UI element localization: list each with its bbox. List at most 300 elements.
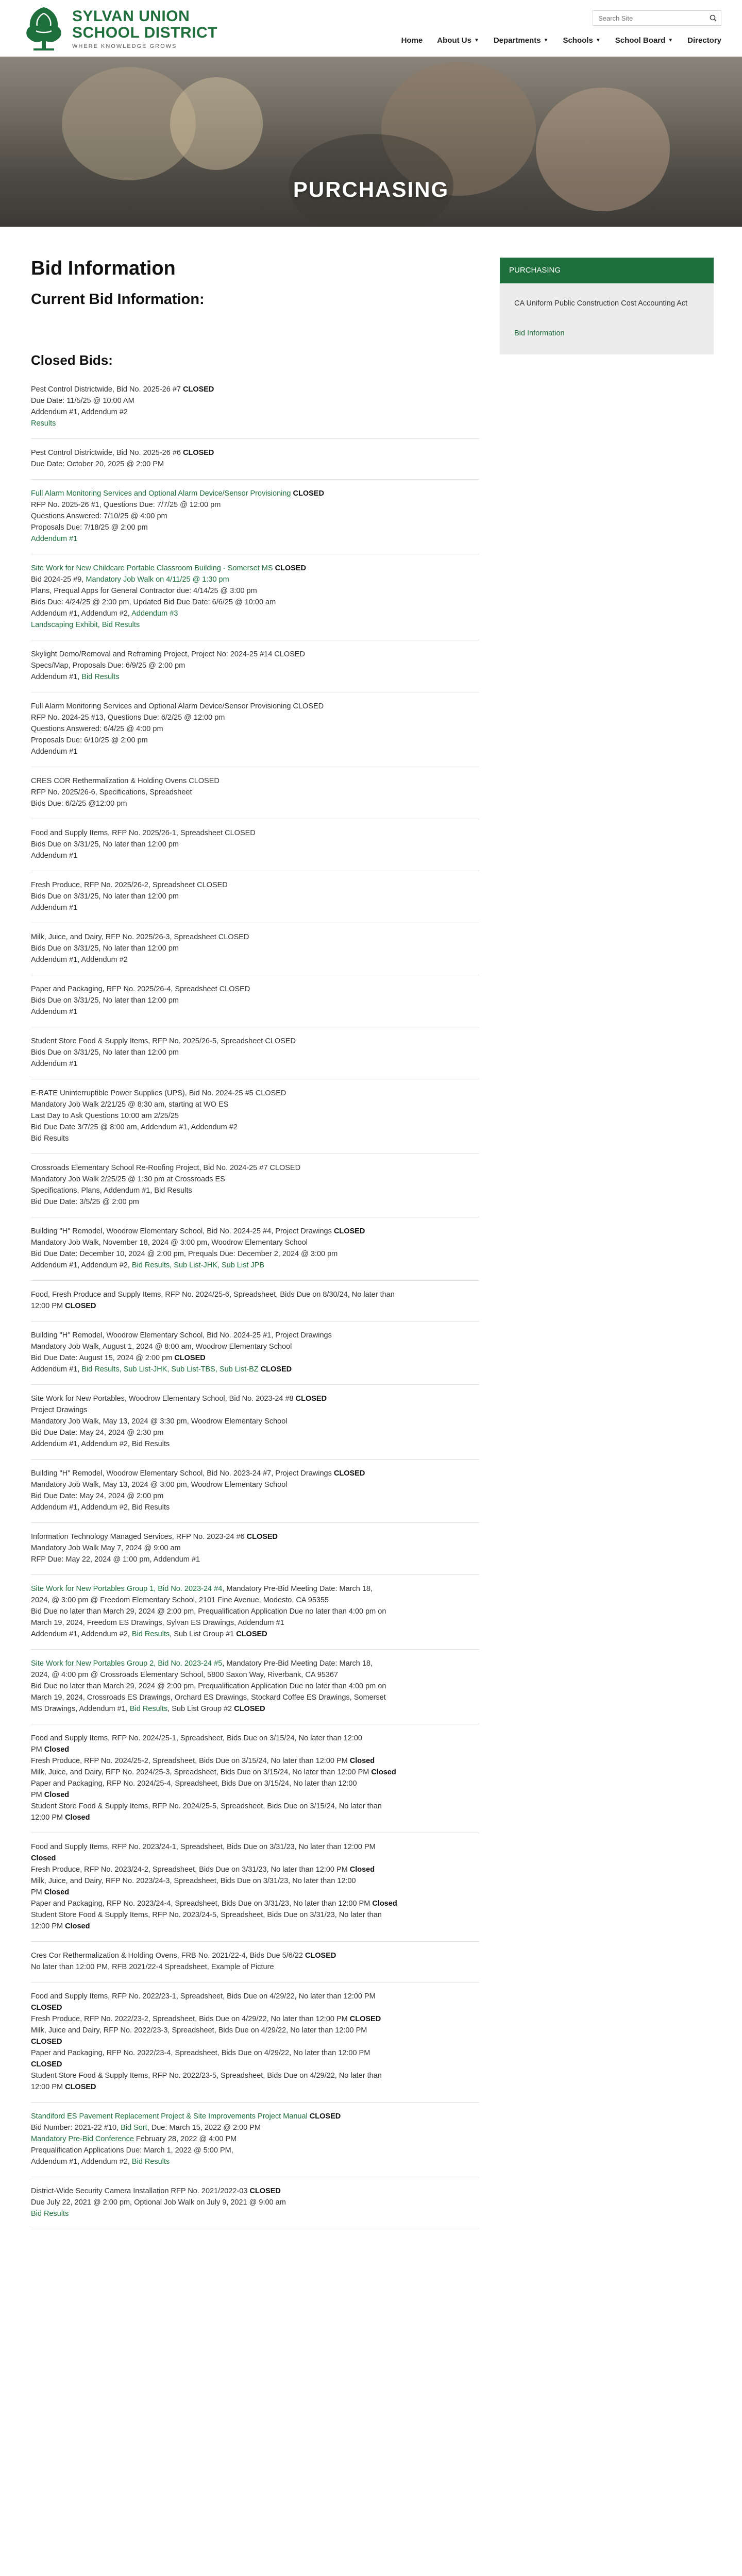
bid-entry (31, 1942, 479, 1982)
bid-text: Bid 2024-25 #9, (31, 575, 86, 584)
current-bids-heading: Current Bid Information: (31, 291, 205, 308)
bid-line (31, 1669, 479, 1681)
nav-label: About Us (437, 36, 471, 45)
bid-text: CRES COR Rethermalization & Holding Ovens CLOSED (31, 777, 220, 785)
bid-text: Bid Results (31, 1134, 69, 1143)
bid-text: Mandatory Job Walk 2/25/25 @ 1:30 pm at Crossroads ES (31, 1175, 225, 1183)
bid-line (31, 712, 479, 723)
nav-school-board[interactable] (615, 36, 673, 45)
bid-entry (31, 640, 479, 692)
bid-line (31, 879, 479, 891)
closed-bids-heading: Closed Bids: (31, 352, 113, 368)
bid-text: Proposals Due: 7/18/25 @ 2:00 pm (31, 523, 148, 532)
bid-status: Closed (65, 1922, 90, 1930)
bid-line (31, 1364, 479, 1375)
bid-text: Paper and Packaging, RFP No. 2023/24-4, Spreadsheet, Bids Due on 3/31/23, No later than 12:00 PM (31, 1900, 373, 1908)
bid-line (31, 511, 479, 522)
bid-line (31, 563, 479, 574)
bid-text: Bids Due: 4/24/25 @ 2:00 pm, Updated Bid Due Date: 6/6/25 @ 10:00 am (31, 598, 276, 606)
bid-entry (31, 1724, 479, 1833)
bid-status: Closed (349, 1866, 375, 1874)
bid-text: Milk, Juice, and Dairy, RFP No. 2025/26-3, Spreadsheet CLOSED (31, 933, 249, 941)
bid-text: Fresh Produce, RFP No. 2025/26-2, Spreadsheet CLOSED (31, 881, 228, 889)
bid-text: Specs/Map, Proposals Due: 6/9/25 @ 2:00 pm (31, 662, 185, 670)
bid-line (31, 1226, 479, 1237)
bid-text: Mandatory Job Walk, May 13, 2024 @ 3:00 pm, Woodrow Elementary School (31, 1481, 288, 1489)
bid-link[interactable]: Site Work for New Portables Group 1, Bid No. 2023-24 #4 (31, 1585, 223, 1593)
bid-status: CLOSED (305, 1952, 336, 1960)
bid-text: Addendum #1 (31, 748, 78, 756)
nav-label: Directory (687, 36, 721, 45)
bid-line (31, 1531, 479, 1543)
bid-line (31, 1352, 479, 1364)
bid-list (31, 376, 479, 2229)
bid-text: Student Store Food & Supply Items, RFP No. 2023/24-5, Spreadsheet, Bids Due on 3/31/23, No later than (31, 1911, 382, 1919)
bid-entry (31, 2177, 479, 2229)
bid-text: Addendum #1, Addendum #2 (31, 956, 128, 964)
bid-text: Fresh Produce, RFP No. 2023/24-2, Spreadsheet, Bids Due on 3/31/23, No later than 12:00 PM (31, 1866, 350, 1874)
bid-entry (31, 439, 479, 480)
bid-line (31, 839, 479, 850)
bid-link[interactable]: Site Work for New Childcare Portable Classroom Building - Somerset MS (31, 564, 275, 572)
bid-status: CLOSED (258, 1365, 292, 1374)
bid-text: Addendum #1, (31, 673, 82, 681)
bid-text: Bid Due Date: August 15, 2024 @ 2:00 pm (31, 1354, 175, 1362)
bid-status: Closed (31, 1854, 56, 1862)
bid-line (31, 787, 479, 798)
bid-text: , Sub List Group #2 (167, 1705, 234, 1713)
main-column (31, 258, 479, 2229)
main-nav (401, 36, 721, 45)
bid-entry (31, 1321, 479, 1385)
bid-text: Bid Due Date: May 24, 2024 @ 2:00 pm (31, 1492, 164, 1500)
bid-line (31, 395, 479, 406)
bid-text: Addendum #1, Addendum #2, Bid Results (31, 1503, 170, 1512)
bid-text: Questions Answered: 7/10/25 @ 4:00 pm (31, 512, 167, 520)
bid-link[interactable]: Site Work for New Portables Group 2, Bid No. 2023-24 #5 (31, 1659, 223, 1668)
bid-line (31, 1703, 479, 1715)
nav-about-us[interactable] (437, 36, 479, 45)
bid-entry (31, 1460, 479, 1523)
bid-line (31, 1248, 479, 1260)
nav-home[interactable] (401, 36, 423, 45)
nav-label: Home (401, 36, 423, 45)
bid-text: Project Drawings (31, 1406, 88, 1414)
bid-line (31, 1875, 479, 1887)
bid-text: Last Day to Ask Questions 10:00 am 2/25/25 (31, 1112, 179, 1120)
search-box (593, 10, 721, 26)
bid-text: Bids Due on 3/31/25, No later than 12:00 pm (31, 840, 179, 849)
bid-status: CLOSED (31, 2004, 62, 2012)
bid-line (31, 746, 479, 757)
bid-line (31, 522, 479, 533)
search-input[interactable] (593, 11, 705, 25)
bid-text: Pest Control Districtwide, Bid No. 2025-26 #6 (31, 449, 183, 457)
bid-text: RFP No. 2025-26 #1, Questions Due: 7/7/25 @ 12:00 pm (31, 501, 221, 509)
chevron-down-icon: ▼ (474, 38, 479, 43)
bid-status: CLOSED (333, 1227, 365, 1235)
nav-directory[interactable] (687, 36, 721, 45)
bid-line (31, 1991, 479, 2002)
bid-text: 2024, @ 3:00 pm @ Freedom Elementary School, 2101 Fine Avenue, Modesto, CA 95355 (31, 1596, 329, 1604)
bid-entry (31, 1217, 479, 1281)
bid-text: Food and Supply Items, RFP No. 2023/24-1, Spreadsheet, Bids Due on 3/31/23, No later than 12:00 PM (31, 1843, 376, 1851)
bid-text: Building "H" Remodel, Woodrow Elementary School, Bid No. 2024-25 #4, Project Drawings (31, 1227, 334, 1235)
bid-text: Mandatory Job Walk 2/21/25 @ 8:30 am, starting at WO ES (31, 1100, 229, 1109)
bid-line (31, 671, 479, 683)
bid-link[interactable]: Bid Results (129, 1705, 168, 1713)
bid-text: March 19, 2024, Freedom ES Drawings, Sylvan ES Drawings, Addendum #1 (31, 1619, 284, 1627)
bid-text: Site Work for New Portables, Woodrow Elementary School, Bid No. 2023-24 #8 (31, 1395, 296, 1403)
bid-text: 12:00 PM (31, 1302, 65, 1310)
bid-line (31, 1812, 479, 1823)
bid-text: MS Drawings, Addendum #1, (31, 1705, 130, 1713)
bid-text: Milk, Juice, and Dairy, RFP No. 2023/24-3, Spreadsheet, Bids Due on 3/31/23, No later than 12:00 (31, 1877, 356, 1885)
bid-link[interactable]: Bid Results (131, 2158, 170, 2166)
bid-line (31, 2185, 479, 2197)
bid-line (31, 775, 479, 787)
bid-line (31, 1801, 479, 1812)
bid-line (31, 1733, 479, 1744)
bid-text: Bid Due no later than March 29, 2024 @ 2:00 pm, Prequalification Application Due no later than 4:00 pm on (31, 1682, 386, 1690)
bid-link[interactable]: Mandatory Job Walk on 4/11/25 @ 1:30 pm (86, 575, 229, 584)
bid-text: Building "H" Remodel, Woodrow Elementary School, Bid No. 2024-25 #1, Project Drawings (31, 1331, 332, 1340)
bid-link[interactable]: Bid Results (31, 2210, 69, 2218)
bid-line (31, 995, 479, 1006)
bid-text: Crossroads Elementary School Re-Roofing Project, Bid No. 2024-25 #7 CLOSED (31, 1164, 301, 1172)
bid-text: Addendum #1 (31, 1060, 78, 1068)
bid-status: CLOSED (333, 1469, 365, 1478)
bid-text: E-RATE Uninterruptible Power Supplies (UPS), Bid No. 2024-25 #5 CLOSED (31, 1089, 286, 1097)
chevron-down-icon: ▼ (668, 38, 673, 43)
nav-label: Departments (493, 36, 541, 45)
bid-text: PM (31, 1888, 44, 1896)
bid-text: 2024, @ 4:00 pm @ Crossroads Elementary School, 5800 Saxon Way, Riverbank, CA 95367 (31, 1671, 339, 1679)
bid-line (31, 2122, 479, 2133)
bid-line (31, 418, 479, 429)
bid-link[interactable]: Full Alarm Monitoring Services and Optional Alarm Device/Sensor Provisioning (31, 489, 293, 498)
bid-text: Mandatory Job Walk May 7, 2024 @ 9:00 am (31, 1544, 181, 1552)
bid-entry (31, 1982, 479, 2103)
bid-text: Bid Due Date: May 24, 2024 @ 2:30 pm (31, 1429, 164, 1437)
bid-entry (31, 767, 479, 819)
bid-line (31, 1099, 479, 1110)
bid-line (31, 2059, 479, 2070)
bid-link[interactable]: Bid Results, Sub List-JHK, Sub List JPB (131, 1261, 264, 1269)
bid-text: Plans, Prequal Apps for General Contractor due: 4/14/25 @ 3:00 pm (31, 587, 257, 595)
bid-line (31, 1595, 479, 1606)
bid-status: Closed (44, 1888, 70, 1896)
bid-status: CLOSED (246, 1533, 278, 1541)
bid-text: Student Store Food & Supply Items, RFP No. 2022/23-5, Spreadsheet, Bids Due on 4/29/22, No later than (31, 2072, 382, 2080)
bid-text: Addendum #1, Addendum #2, (31, 1630, 132, 1638)
bid-text: Addendum #1, (31, 1365, 82, 1374)
bid-link[interactable]: Results (31, 419, 56, 428)
bid-line (31, 1404, 479, 1416)
bid-line (31, 1036, 479, 1047)
bid-text: Mandatory Job Walk, May 13, 2024 @ 3:30 pm, Woodrow Elementary School (31, 1417, 288, 1426)
bid-line (31, 1162, 479, 1174)
bid-line (31, 2047, 479, 2059)
bid-text: Specifications, Plans, Addendum #1, Bid Results (31, 1187, 192, 1195)
nav-label: School Board (615, 36, 666, 45)
bid-link[interactable]: Bid Results (81, 673, 120, 681)
bid-line (31, 954, 479, 965)
bid-text: Bids Due on 3/31/25, No later than 12:00 pm (31, 944, 179, 953)
bid-status: CLOSED (174, 1354, 206, 1362)
bid-status: CLOSED (349, 2015, 381, 2023)
bid-text: Questions Answered: 6/4/25 @ 4:00 pm (31, 725, 163, 733)
hero-photo-shape (170, 77, 263, 170)
bid-entry (31, 1833, 479, 1942)
bid-text: Bids Due on 3/31/25, No later than 12:00 pm (31, 996, 179, 1005)
bid-status: Closed (372, 1900, 397, 1908)
sidebar-link-cost-accounting[interactable]: CA Uniform Public Construction Cost Accounting Act (514, 299, 688, 308)
bid-line (31, 1416, 479, 1427)
bid-text: PM (31, 1745, 44, 1754)
nav-label: Schools (563, 36, 593, 45)
bid-text: Addendum #1 (31, 1008, 78, 1016)
bid-line (31, 1606, 479, 1617)
bid-line (31, 902, 479, 913)
bid-entry (31, 1650, 479, 1724)
bid-text: Addendum #1 (31, 852, 78, 860)
bid-text: Pest Control Districtwide, Bid No. 2025-26 #7 (31, 385, 183, 394)
bid-entry (31, 1027, 479, 1079)
bid-status: CLOSED (309, 2112, 341, 2121)
bid-line (31, 1853, 479, 1864)
bid-text: 12:00 PM (31, 1814, 65, 1822)
bid-line (31, 1260, 479, 1271)
bid-status: CLOSED (275, 564, 306, 572)
bid-line (31, 1909, 479, 1921)
bid-link[interactable]: Addendum #1 (31, 535, 78, 543)
bid-text: Proposals Due: 6/10/25 @ 2:00 pm (31, 736, 148, 744)
bid-link[interactable]: Addendum #3 (131, 609, 178, 618)
nav-departments[interactable] (494, 36, 549, 45)
bid-text: February 28, 2022 @ 4:00 PM (133, 2135, 237, 2143)
bid-entry (31, 480, 479, 554)
bid-line (31, 1789, 479, 1801)
bid-line (31, 597, 479, 608)
bid-line (31, 2025, 479, 2036)
bid-status: CLOSED (31, 2060, 62, 2069)
bid-text: Bids Due on 3/31/25, No later than 12:00 pm (31, 892, 179, 901)
bid-link[interactable]: Standiford ES Pavement Replacement Project & Site Improvements Project Manual (31, 2112, 310, 2121)
sidebar-links (500, 283, 714, 354)
bid-text: Addendum #1, Addendum #2 (31, 408, 128, 416)
bid-entry (31, 1385, 479, 1460)
bid-text: , Sub List Group #1 (170, 1630, 237, 1638)
bid-line (31, 1864, 479, 1875)
bid-line (31, 1185, 479, 1196)
bid-status: Closed (65, 1814, 90, 1822)
bid-status: CLOSED (182, 449, 214, 457)
bid-line (31, 574, 479, 585)
bid-line (31, 2145, 479, 2156)
bid-text: RFP No. 2024-25 #13, Questions Due: 6/2/25 @ 12:00 pm (31, 714, 225, 722)
bid-entry (31, 871, 479, 923)
bid-text: RFP Due: May 22, 2024 @ 1:00 pm, Addendum #1 (31, 1555, 200, 1564)
bid-line (31, 1887, 479, 1898)
bid-text: Student Store Food & Supply Items, RFP No. 2024/25-5, Spreadsheet, Bids Due on 3/15/24, No later than (31, 1802, 382, 1810)
bid-text: Food and Supply Items, RFP No. 2022/23-1, Spreadsheet, Bids Due on 4/29/22, No later than 12:00 PM (31, 1992, 376, 2001)
bid-line (31, 1744, 479, 1755)
bid-status: CLOSED (65, 2083, 96, 2091)
bid-entry (31, 1281, 479, 1321)
page-title: Bid Information (31, 258, 176, 279)
bid-text: RFP No. 2025/26-6, Specifications, Spreadsheet (31, 788, 192, 796)
bid-entry (31, 819, 479, 871)
bid-text: Milk, Juice and Dairy, RFP No. 2022/23-3, Spreadsheet, Bids Due on 4/29/22, No later than 12:00 PM (31, 2026, 367, 2035)
bid-status: CLOSED (31, 2038, 62, 2046)
bid-line (31, 1543, 479, 1554)
bid-entry (31, 376, 479, 439)
bid-line (31, 1289, 479, 1300)
bid-text: Full Alarm Monitoring Services and Optional Alarm Device/Sensor Provisioning CLOSED (31, 702, 324, 710)
nav-schools[interactable] (563, 36, 600, 45)
hero-banner (0, 57, 742, 227)
bid-text: PM (31, 1791, 44, 1799)
bid-status: CLOSED (65, 1302, 96, 1310)
bid-line (31, 1767, 479, 1778)
bid-line (31, 1438, 479, 1450)
bid-link[interactable]: Bid Sort (121, 2124, 147, 2132)
bid-link[interactable]: Landscaping Exhibit, Bid Results (31, 621, 140, 629)
bid-text: , Mandatory Pre-Bid Meeting Date: March 18, (222, 1585, 373, 1593)
bid-text: Skylight Demo/Removal and Reframing Project, Project No: 2024-25 #14 CLOSED (31, 650, 305, 658)
bid-status: Closed (371, 1768, 396, 1776)
bid-text: Bids Due: 6/2/25 @12:00 pm (31, 800, 127, 808)
bid-text: , Mandatory Pre-Bid Meeting Date: March 18, (222, 1659, 373, 1668)
bid-text: Due July 22, 2021 @ 2:00 pm, Optional Job Walk on July 9, 2021 @ 9:00 am (31, 2198, 286, 2207)
bid-line (31, 406, 479, 418)
bid-entry (31, 975, 479, 1027)
bid-line (31, 735, 479, 746)
bid-line (31, 660, 479, 671)
bid-line (31, 2070, 479, 2081)
bid-line (31, 1898, 479, 1909)
search-icon[interactable] (705, 11, 721, 25)
bid-status: CLOSED (234, 1705, 265, 1713)
tree-logo-icon (21, 4, 67, 53)
sidebar (500, 258, 714, 354)
bid-line (31, 1393, 479, 1404)
bid-line (31, 2081, 479, 2093)
bid-line (31, 1841, 479, 1853)
bid-line (31, 1778, 479, 1789)
bid-status: Closed (349, 1757, 375, 1765)
bid-text: Addendum #1, Addendum #2, (31, 1261, 132, 1269)
bid-text: Due Date: October 20, 2025 @ 2:00 PM (31, 460, 164, 468)
bid-line (31, 1755, 479, 1767)
bid-entry (31, 1523, 479, 1575)
bid-text: Paper and Packaging, RFP No. 2025/26-4, Spreadsheet CLOSED (31, 985, 250, 993)
bid-text: Fresh Produce, RFP No. 2022/23-2, Spreadsheet, Bids Due on 4/29/22, No later than 12:00 PM (31, 2015, 350, 2023)
bid-line (31, 1174, 479, 1185)
bid-link[interactable]: Mandatory Pre-Bid Conference (31, 2135, 134, 2143)
bid-line (31, 585, 479, 597)
bid-line (31, 1961, 479, 1973)
bid-line (31, 1427, 479, 1438)
bid-line (31, 2197, 479, 2208)
bid-text: Addendum #1, Addendum #2, Bid Results (31, 1440, 170, 1448)
bid-line (31, 2013, 479, 2025)
bid-text: Addendum #1, Addendum #2, (31, 2158, 132, 2166)
bid-text: Mandatory Job Walk, August 1, 2024 @ 8:00 am, Woodrow Elementary School (31, 1343, 292, 1351)
bid-line (31, 798, 479, 809)
bid-text: Information Technology Managed Services, RFP No. 2023-24 #6 (31, 1533, 247, 1541)
bid-line (31, 850, 479, 861)
bid-line (31, 1047, 479, 1058)
bid-text: Food and Supply Items, RFP No. 2025/26-1, Spreadsheet CLOSED (31, 829, 256, 837)
bid-text: Bid Number: 2021-22 #10, (31, 2124, 121, 2132)
bid-line (31, 619, 479, 631)
bid-text: Cres Cor Rethermalization & Holding Ovens, FRB No. 2021/22-4, Bids Due 5/6/22 (31, 1952, 305, 1960)
bid-line (31, 1468, 479, 1479)
bid-line (31, 1110, 479, 1122)
district-logo[interactable] (21, 4, 217, 53)
bid-line (31, 701, 479, 712)
bid-text: March 19, 2024, Crossroads ES Drawings, Orchard ES Drawings, Stockard Coffee ES Drawings, Somerset (31, 1693, 386, 1702)
bid-status: Closed (44, 1745, 70, 1754)
bid-line (31, 2036, 479, 2047)
bid-text: Bid Due Date 3/7/25 @ 8:00 am, Addendum #1, Addendum #2 (31, 1123, 238, 1131)
bid-text: Food and Supply Items, RFP No. 2024/25-1, Spreadsheet, Bids Due on 3/15/24, No later than 12:00 (31, 1734, 362, 1742)
bid-entry (31, 1154, 479, 1217)
bid-text: 12:00 PM (31, 2083, 65, 2091)
bid-status: CLOSED (293, 489, 324, 498)
bid-line (31, 459, 479, 470)
bid-text: Building "H" Remodel, Woodrow Elementary School, Bid No. 2023-24 #7, Project Drawings (31, 1469, 334, 1478)
hero-title: PURCHASING (293, 177, 449, 201)
site-header (0, 0, 742, 57)
chevron-down-icon: ▼ (595, 38, 601, 43)
bid-line (31, 943, 479, 954)
bid-line (31, 1122, 479, 1133)
bid-entry (31, 2103, 479, 2177)
bid-line (31, 827, 479, 839)
bid-text: Milk, Juice, and Dairy, RFP No. 2024/25-3, Spreadsheet, Bids Due on 3/15/24, No later than 12:00 PM (31, 1768, 372, 1776)
logo-title-line1: SYLVAN UNION (72, 7, 190, 25)
bid-text: Food, Fresh Produce and Supply Items, RFP No. 2024/25-6, Spreadsheet, Bids Due on 8/30/24, No later than (31, 1291, 395, 1299)
bid-text: 12:00 PM (31, 1922, 65, 1930)
bid-line (31, 488, 479, 499)
bid-link[interactable]: Bid Results, Sub List-JHK, Sub List-TBS, Sub List-BZ (81, 1365, 259, 1374)
bid-text: Due Date: 11/5/25 @ 10:00 AM (31, 397, 134, 405)
bid-line (31, 649, 479, 660)
bid-status: CLOSED (236, 1630, 267, 1638)
bid-line (31, 533, 479, 545)
bid-line (31, 2208, 479, 2219)
bid-text: Addendum #1 (31, 904, 78, 912)
bid-link[interactable]: Bid Results (131, 1630, 170, 1638)
bid-text: Addendum #1, Addendum #2, (31, 609, 132, 618)
bid-line (31, 2133, 479, 2145)
bid-status: CLOSED (295, 1395, 327, 1403)
bid-text: Bids Due on 3/31/25, No later than 12:00 pm (31, 1048, 179, 1057)
bid-line (31, 1490, 479, 1502)
bid-line (31, 1554, 479, 1565)
bid-text: District-Wide Security Camera Installation RFP No. 2021/2022-03 (31, 2187, 250, 2195)
bid-line (31, 1502, 479, 1513)
bid-line (31, 1088, 479, 1099)
bid-line (31, 1237, 479, 1248)
bid-text: Fresh Produce, RFP No. 2024/25-2, Spreadsheet, Bids Due on 3/15/24, No later than 12:00 PM (31, 1757, 350, 1765)
bid-status: Closed (44, 1791, 70, 1799)
bid-line (31, 1629, 479, 1640)
sidebar-link-bid-information[interactable]: Bid Information (514, 329, 565, 337)
